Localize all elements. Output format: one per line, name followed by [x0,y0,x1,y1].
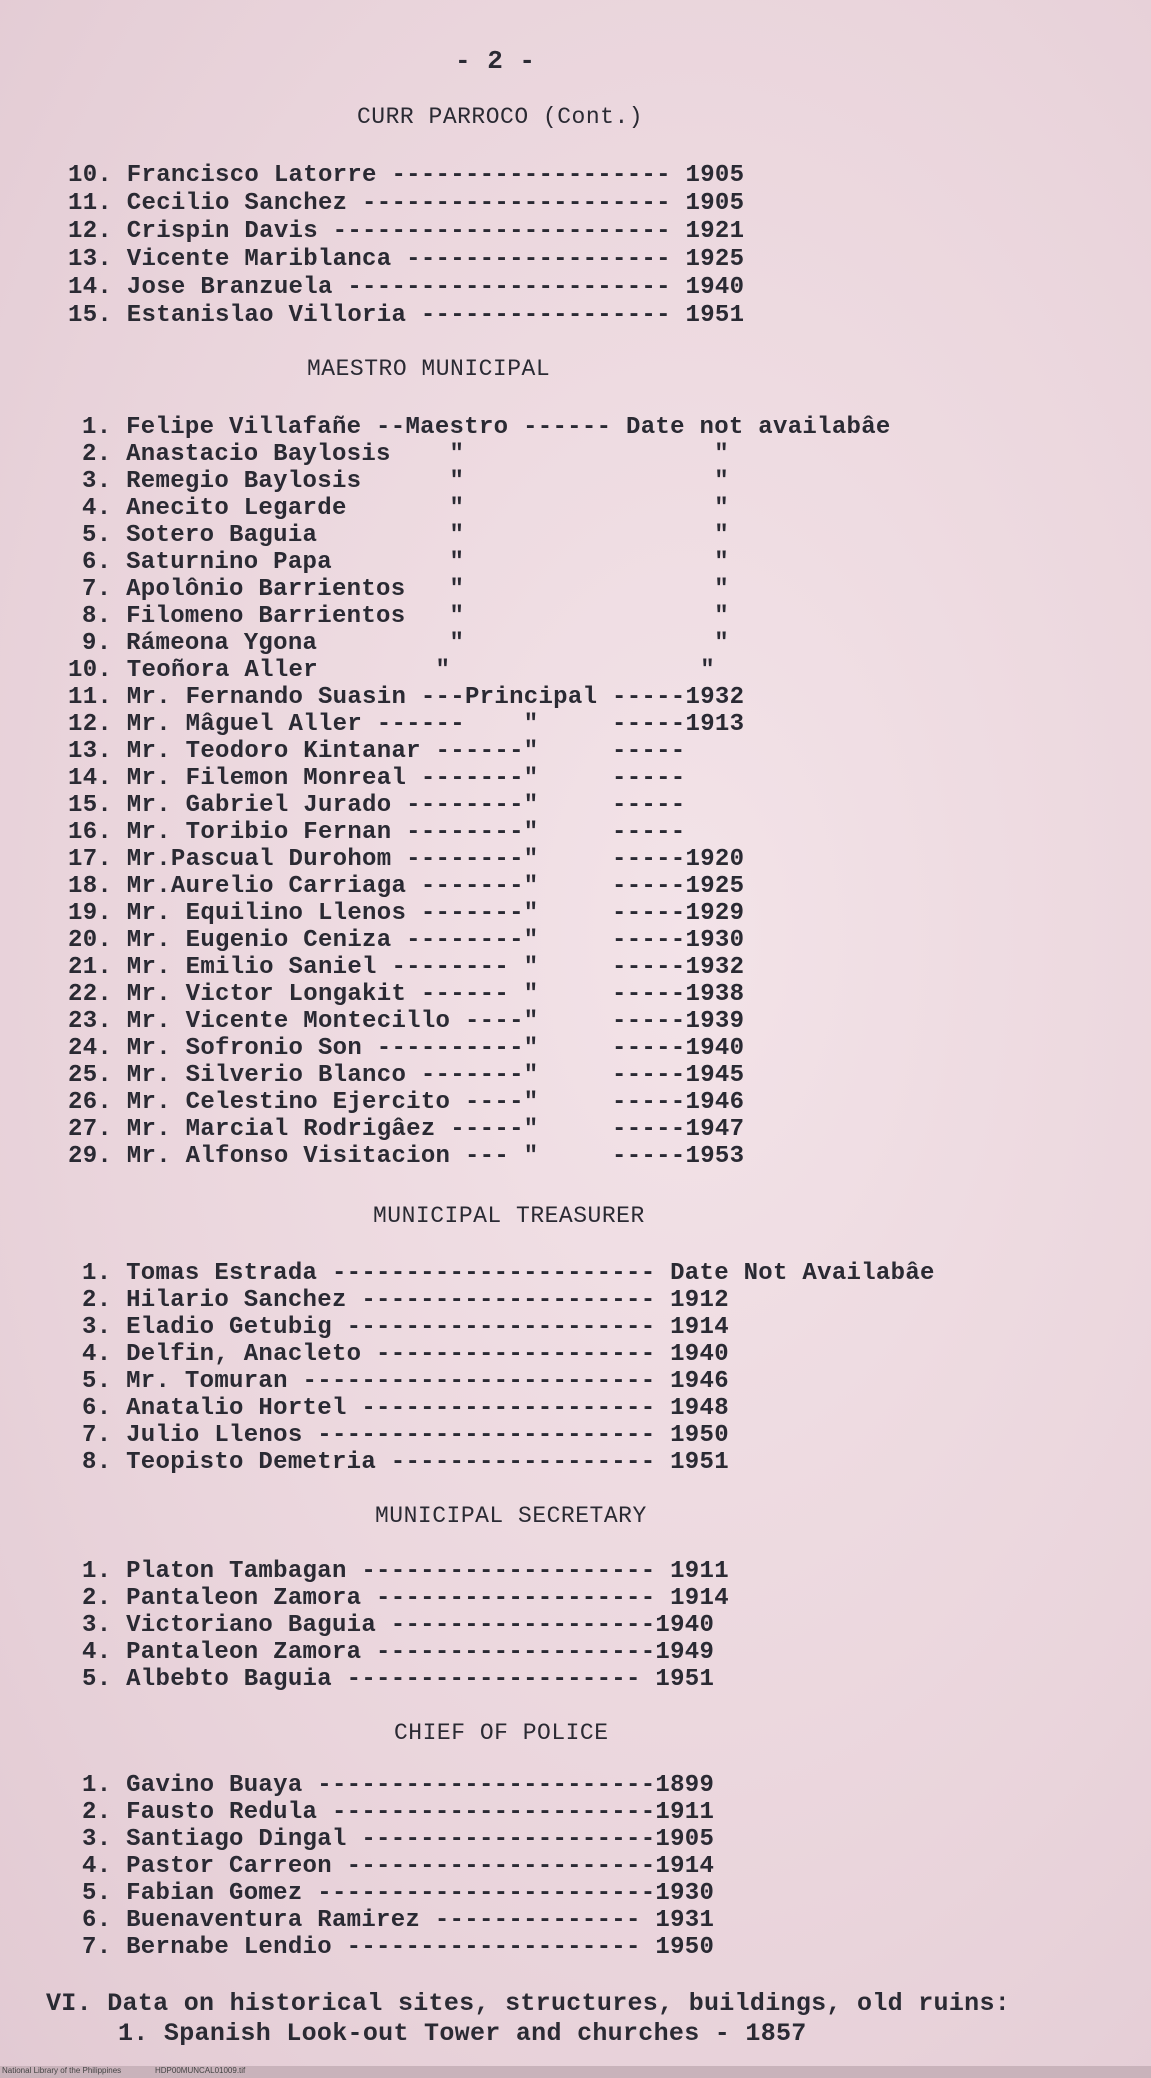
list-item: 10. Teoñora Aller " " [68,657,715,684]
list-item: 29. Mr. Alfonso Visitacion --- " -----1953 [68,1143,745,1170]
list-item: 13. Mr. Teodoro Kintanar ------" ----- [68,738,686,765]
list-item: 5. Mr. Tomuran ------------------------ 1946 [82,1368,729,1395]
list-item: 5. Albebto Baguia -------------------- 1951 [82,1666,715,1693]
list-item: 15. Mr. Gabriel Jurado --------" ----- [68,792,686,819]
list-item: 8. Teopisto Demetria ------------------ 1951 [82,1449,729,1476]
section-heading-maestro-municipal: MAESTRO MUNICIPAL [307,356,551,382]
list-item: 12. Crispin Davis ----------------------- 1921 [68,218,745,245]
list-item: 1. Tomas Estrada ---------------------- Date Not Availabâe [82,1260,935,1287]
section-heading-municipal-treasurer: MUNICIPAL TREASURER [373,1203,645,1229]
list-item: 2. Anastacio Baylosis " " [82,441,729,468]
list-item: 3. Santiago Dingal --------------------1905 [82,1826,715,1853]
footer-filename: HDP00MUNCAL01009.tif [155,2066,246,2075]
list-item: 2. Pantaleon Zamora ------------------- 1914 [82,1585,729,1612]
list-item: 7. Julio Llenos ----------------------- 1950 [82,1422,729,1449]
list-item: 16. Mr. Toribio Fernan --------" ----- [68,819,686,846]
list-item: 15. Estanislao Villoria ----------------- 1951 [68,302,745,329]
list-item: 24. Mr. Sofronio Son ----------" -----1940 [68,1035,745,1062]
section-heading-chief-of-police: CHIEF OF POLICE [394,1720,609,1746]
list-item: 4. Anecito Legarde " " [82,495,729,522]
list-item: 19. Mr. Equilino Llenos -------" -----1929 [68,900,745,927]
list-item: 4. Pantaleon Zamora -------------------1949 [82,1639,715,1666]
list-item: 6. Anatalio Hortel -------------------- 1948 [82,1395,729,1422]
list-item: 17. Mr.Pascual Durohom --------" -----1920 [68,846,745,873]
list-item: 11. Mr. Fernando Suasin ---Principal -----1932 [68,684,745,711]
list-item: 1. Gavino Buaya -----------------------1899 [82,1772,715,1799]
section-heading-cura-parroco: CURR PARROCO (Cont.) [357,104,644,130]
list-item: 27. Mr. Marcial Rodrigâez -----" -----1947 [68,1116,745,1143]
list-item: 4. Pastor Carreon ---------------------1914 [82,1853,715,1880]
list-item: 8. Filomeno Barrientos " " [82,603,729,630]
list-item: 18. Mr.Aurelio Carriaga -------" -----1925 [68,873,745,900]
list-item: 13. Vicente Mariblanca ------------------ 1925 [68,246,745,273]
list-item: 14. Mr. Filemon Monreal -------" ----- [68,765,686,792]
list-item: 9. Rámeona Ygona " " [82,630,729,657]
page-number: - 2 - [455,46,536,76]
list-item: 3. Victoriano Baguia ------------------1940 [82,1612,715,1639]
list-item: 25. Mr. Silverio Blanco -------" -----1945 [68,1062,745,1089]
list-item: 7. Apolônio Barrientos " " [82,576,729,603]
list-item: 3. Remegio Baylosis " " [82,468,729,495]
list-item: 2. Hilario Sanchez -------------------- 1912 [82,1287,729,1314]
footer-source: National Library of the Philippines [2,2066,122,2075]
list-item: 5. Sotero Baguia " " [82,522,729,549]
list-item: 11. Cecilio Sanchez --------------------- 1905 [68,190,745,217]
list-item: 12. Mr. Mâguel Aller ------ " -----1913 [68,711,745,738]
list-item: 3. Eladio Getubig --------------------- 1914 [82,1314,729,1341]
list-item: 1. Felipe Villafañe --Maestro ------ Date not availabâe [82,414,891,441]
list-item: 21. Mr. Emilio Saniel -------- " -----1932 [68,954,745,981]
list-item: 6. Buenaventura Ramirez -------------- 1931 [82,1907,715,1934]
scan-footer [0,2066,1151,2078]
list-item: 4. Delfin, Anacleto ------------------- 1940 [82,1341,729,1368]
section-vi-item: 1. Spanish Look-out Tower and churches - 1857 [118,2019,807,2048]
section-heading-municipal-secretary: MUNICIPAL SECRETARY [375,1503,647,1529]
list-item: 14. Jose Branzuela ---------------------- 1940 [68,274,745,301]
list-item: 26. Mr. Celestino Ejercito ----" -----1946 [68,1089,745,1116]
list-item: 20. Mr. Eugenio Ceniza --------" -----1930 [68,927,745,954]
list-item: 6. Saturnino Papa " " [82,549,729,576]
list-item: 23. Mr. Vicente Montecillo ----" -----1939 [68,1008,745,1035]
list-item: 10. Francisco Latorre ------------------- 1905 [68,162,745,189]
list-item: 2. Fausto Redula ----------------------1911 [82,1799,715,1826]
list-item: 22. Mr. Victor Longakit ------ " -----1938 [68,981,745,1008]
list-item: 5. Fabian Gomez -----------------------1930 [82,1880,715,1907]
list-item: 7. Bernabe Lendio -------------------- 1950 [82,1934,715,1961]
list-item: 1. Platon Tambagan -------------------- 1911 [82,1558,729,1585]
section-vi-heading: VI. Data on historical sites, structures, buildings, old ruins: [46,1989,1011,2018]
